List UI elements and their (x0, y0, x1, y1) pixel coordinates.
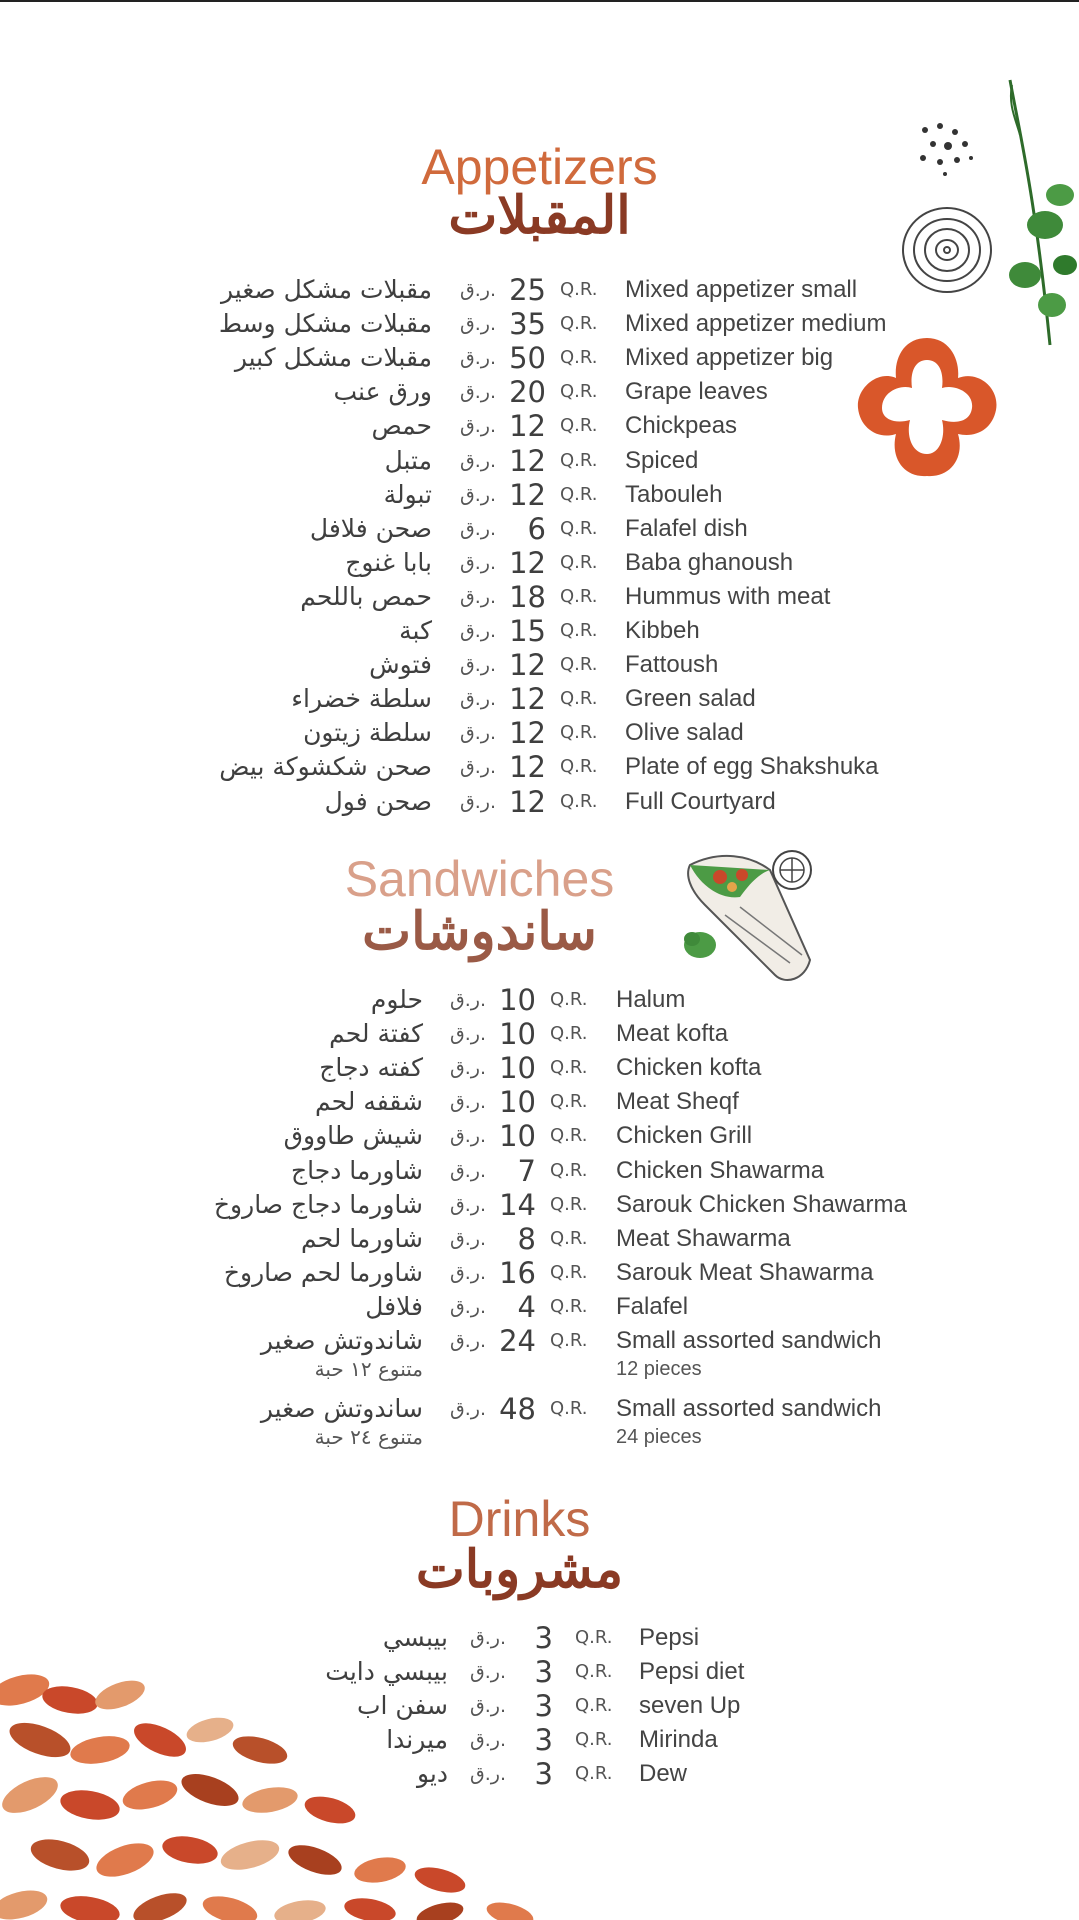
item-name-ar: شاورما دجاج صاروخ (213, 1189, 423, 1219)
sandwiches-title-en: Sandwiches (344, 851, 615, 907)
currency-en: Q.R. (550, 1295, 588, 1317)
item-name-ar: سفن اب (356, 1691, 448, 1720)
item-price: 12 (509, 648, 546, 683)
item-name-en: seven Up (639, 1692, 741, 1719)
currency-en: Q.R. (550, 1330, 588, 1351)
currency-en: Q.R. (560, 688, 598, 710)
currency-en: Q.R. (560, 585, 598, 607)
item-name-en: Falafel (616, 1292, 689, 1320)
item-name-en: Chicken Grill (616, 1122, 753, 1150)
currency-en: Q.R. (560, 279, 598, 300)
currency-en: Q.R. (550, 1159, 588, 1181)
item-name-en: Dew (639, 1760, 688, 1787)
item-name-en: Small assorted sandwich (616, 1395, 882, 1423)
currency-ar: ر.ق. (460, 654, 497, 677)
sandwiches-title-ar: ساندوشات (362, 903, 597, 961)
item-name-en: Small assorted sandwich (616, 1327, 882, 1354)
currency-en: Q.R. (560, 517, 598, 539)
item-price: 10 (499, 1051, 536, 1086)
item-name-ar: سلطة زيتون (303, 718, 432, 748)
item-price: 35 (509, 307, 546, 342)
currency-ar: ر.ق. (460, 415, 497, 438)
appetizers-title-ar: المقبلات (448, 187, 631, 245)
item-name-en: Meat Sheqf (616, 1088, 739, 1116)
menu-item-row (0, 375, 1079, 409)
item-name-ar: تبولة (383, 479, 432, 509)
menu-item-row (0, 1655, 1079, 1689)
item-name-ar: شاورما لحم صاروخ (223, 1257, 423, 1287)
item-price: 10 (499, 983, 536, 1017)
currency-ar: ر.ق. (450, 1398, 487, 1421)
currency-ar: ر.ق. (460, 585, 497, 608)
item-name-ar: شقفه لحم (315, 1087, 423, 1117)
item-name-ar: مقبلات مشكل وسط (218, 309, 432, 339)
currency-ar: ر.ق. (460, 483, 497, 506)
menu-item-row (0, 716, 1079, 750)
menu-item-row (0, 1290, 1079, 1324)
currency-ar: ر.ق. (460, 551, 497, 574)
menu-item-row (0, 478, 1079, 512)
menu-item-row (0, 1017, 1079, 1051)
item-price: 6 (527, 511, 546, 546)
currency-en: Q.R. (575, 1661, 613, 1682)
currency-ar: ر.ق. (470, 1661, 507, 1683)
menu-item-row (0, 785, 1079, 819)
menu-item-row (0, 750, 1079, 784)
item-name-ar: بابا غنوج (345, 547, 432, 577)
menu-item-row (0, 1222, 1079, 1256)
currency-en: Q.R. (575, 1695, 613, 1716)
item-price: 18 (509, 579, 546, 614)
currency-en: Q.R. (560, 483, 598, 505)
menu-item-row (0, 614, 1079, 648)
item-name-en: Meat Shawarma (616, 1224, 791, 1252)
menu-item-row (0, 1621, 1079, 1655)
menu-item-row (0, 1723, 1079, 1757)
currency-ar: ر.ق. (450, 989, 487, 1011)
currency-ar: ر.ق. (450, 1227, 487, 1250)
item-name-en: Sarouk Chicken Shawarma (616, 1190, 907, 1218)
item-name-en: Chicken kofta (616, 1054, 762, 1082)
item-price: 7 (517, 1153, 536, 1188)
item-price: 25 (509, 273, 546, 307)
currency-en: Q.R. (560, 756, 598, 778)
currency-ar: ر.ق. (460, 722, 497, 745)
currency-ar: ر.ق. (470, 1763, 507, 1785)
menu-item-row (0, 580, 1079, 614)
item-name-en: Mirinda (639, 1726, 718, 1753)
menu-item-row (0, 273, 1079, 307)
menu-item-row (0, 341, 1079, 375)
item-price: 15 (509, 614, 546, 648)
currency-en: Q.R. (560, 620, 598, 641)
item-name-ar: صحن شكشوكة بيض (219, 752, 432, 782)
item-price: 3 (534, 1757, 553, 1791)
menu-item-row (0, 1689, 1079, 1723)
menu-item-row (0, 1119, 1079, 1153)
item-name-en: Tabouleh (625, 480, 723, 508)
item-name-en: Kibbeh (625, 617, 700, 644)
item-name-ar: شاورما لحم (300, 1223, 423, 1253)
item-price: 8 (517, 1221, 536, 1256)
item-name-en: Grape leaves (625, 378, 768, 406)
currency-en: Q.R. (550, 1023, 588, 1045)
currency-ar: ر.ق. (450, 1091, 487, 1114)
item-price: 48 (499, 1392, 536, 1427)
currency-ar: ر.ق. (450, 1193, 487, 1216)
currency-en: Q.R. (575, 1627, 613, 1648)
drinks-title-ar: مشروبات (415, 1541, 624, 1599)
item-name-ar: بيبسي (382, 1623, 448, 1652)
item-price: 50 (509, 341, 546, 376)
item-name-ar: صحن فلافل (309, 513, 432, 543)
currency-ar: ر.ق. (460, 517, 497, 540)
item-price: 12 (509, 784, 546, 819)
menu-item-row (0, 1757, 1079, 1791)
currency-en: Q.R. (560, 654, 598, 676)
item-name-ar: كفتة لحم (329, 1019, 423, 1049)
currency-ar: ر.ق. (470, 1695, 507, 1717)
item-name-ar: شاندوتش صغير (260, 1326, 423, 1355)
menu-item-row (0, 1256, 1079, 1290)
top-border (0, 0, 1079, 2)
item-price: 3 (534, 1689, 553, 1723)
currency-en: Q.R. (550, 1125, 588, 1147)
menu-item-row (0, 546, 1079, 580)
item-price: 10 (499, 1119, 536, 1154)
currency-en: Q.R. (575, 1729, 613, 1750)
currency-ar: ر.ق. (460, 449, 497, 472)
item-name-ar: شاورما دجاج (290, 1155, 423, 1185)
currency-ar: ر.ق. (450, 1057, 487, 1080)
currency-en: Q.R. (560, 313, 598, 335)
currency-en: Q.R. (550, 1261, 588, 1283)
currency-ar: ر.ق. (460, 620, 497, 642)
currency-ar: ر.ق. (450, 1261, 487, 1284)
currency-en: Q.R. (560, 449, 598, 471)
currency-ar: ر.ق. (450, 1330, 487, 1352)
currency-ar: ر.ق. (460, 347, 497, 370)
menu-item-row (0, 983, 1079, 1017)
item-name-en: Baba ghanoush (625, 548, 794, 576)
currency-en: Q.R. (550, 1193, 588, 1215)
item-sub-ar: متنوع ١٢ حبة (314, 1357, 423, 1382)
item-name-ar: حمص باللحم (300, 581, 432, 611)
item-name-en: Olive salad (625, 719, 744, 747)
item-name-en: Plate of egg Shakshuka (625, 753, 879, 781)
item-name-en: Falafel dish (625, 514, 748, 542)
item-price: 3 (534, 1723, 553, 1757)
item-price: 12 (509, 545, 546, 580)
currency-ar: ر.ق. (460, 790, 497, 813)
menu-item-subrow (0, 1352, 1079, 1386)
item-name-en: Sarouk Meat Shawarma (616, 1258, 874, 1286)
item-name-ar: كفته دجاج (319, 1053, 423, 1083)
item-price: 16 (499, 1255, 536, 1290)
currency-en: Q.R. (560, 415, 598, 437)
appetizers-title-en: Appetizers (421, 139, 658, 195)
item-name-ar: شيش طاووق (283, 1121, 423, 1151)
menu-item-row (0, 1051, 1079, 1085)
item-name-en: Full Courtyard (625, 787, 776, 815)
currency-en: Q.R. (550, 1227, 588, 1249)
item-name-en: Chicken Shawarma (616, 1156, 825, 1184)
item-name-ar: مقبلات مشكل كبير (234, 343, 432, 373)
item-price: 12 (509, 443, 546, 478)
currency-ar: ر.ق. (470, 1627, 507, 1649)
item-price: 12 (509, 477, 546, 512)
item-name-ar: فلافل (365, 1291, 423, 1321)
currency-ar: ر.ق. (460, 381, 497, 404)
currency-ar: ر.ق. (460, 313, 497, 336)
item-name-ar: ميرندا (386, 1725, 448, 1754)
menu-item-row (0, 512, 1079, 546)
currency-en: Q.R. (550, 1398, 588, 1420)
item-name-en: Mixed appetizer big (625, 344, 834, 372)
currency-en: Q.R. (560, 551, 598, 573)
item-price: 10 (499, 1017, 536, 1052)
item-name-ar: سلطة خضراء (291, 684, 432, 714)
drinks-title-en: Drinks (448, 1491, 591, 1547)
currency-en: Q.R. (560, 347, 598, 369)
item-name-en: Hummus with meat (625, 582, 831, 610)
item-name-en: Meat kofta (616, 1020, 729, 1048)
menu-item-row (0, 682, 1079, 716)
menu-item-row (0, 409, 1079, 443)
item-sub-en: 24 pieces (616, 1426, 702, 1449)
currency-ar: ر.ق. (450, 1159, 487, 1182)
item-name-ar: حمص (371, 411, 432, 441)
currency-en: Q.R. (550, 1091, 588, 1113)
item-sub-en: 12 pieces (616, 1358, 702, 1381)
item-name-ar: ساندوتش صغير (260, 1394, 423, 1424)
currency-ar: ر.ق. (450, 1125, 487, 1148)
currency-ar: ر.ق. (460, 756, 497, 779)
currency-en: Q.R. (560, 381, 598, 403)
item-price: 3 (534, 1621, 553, 1655)
item-name-en: Chickpeas (625, 412, 738, 440)
item-price: 4 (517, 1289, 536, 1324)
menu-item-row (0, 1085, 1079, 1119)
item-sub-ar: متنوع ٢٤ حبة (314, 1425, 423, 1450)
item-price: 12 (509, 682, 546, 717)
item-price: 20 (509, 375, 546, 410)
menu-item-row (0, 1188, 1079, 1222)
item-price: 12 (509, 750, 546, 785)
currency-en: Q.R. (560, 722, 598, 744)
menu-item-row (0, 648, 1079, 682)
item-name-en: Spiced (625, 446, 699, 474)
item-name-ar: ديو (416, 1759, 448, 1788)
item-name-ar: متبل (384, 445, 432, 475)
item-name-en: Mixed appetizer small (625, 276, 858, 303)
item-name-en: Pepsi diet (639, 1658, 745, 1685)
item-name-ar: فتوش (369, 650, 432, 680)
item-name-ar: صحن فول (324, 786, 432, 816)
item-name-en: Mixed appetizer medium (625, 310, 887, 338)
item-name-ar: حلوم (370, 985, 423, 1014)
currency-ar: ر.ق. (460, 688, 497, 711)
menu-item-row (0, 1154, 1079, 1188)
item-name-en: Halum (616, 986, 686, 1013)
currency-ar: ر.ق. (450, 1295, 487, 1318)
item-price: 14 (499, 1187, 536, 1222)
menu-item-row (0, 307, 1079, 341)
item-name-ar: ورق عنب (333, 377, 432, 407)
currency-ar: ر.ق. (460, 279, 497, 301)
item-name-en: Fattoush (625, 651, 719, 679)
currency-en: Q.R. (550, 989, 588, 1010)
item-price: 24 (499, 1324, 536, 1358)
menu-item-subrow (0, 1420, 1079, 1454)
item-price: 10 (499, 1085, 536, 1120)
item-price: 12 (509, 716, 546, 751)
item-name-ar: مقبلات مشكل صغير (221, 275, 432, 304)
currency-ar: ر.ق. (470, 1729, 507, 1751)
item-name-ar: كبة (399, 616, 432, 645)
item-price: 3 (534, 1655, 553, 1689)
item-name-en: Pepsi (639, 1624, 700, 1651)
item-price: 12 (509, 409, 546, 444)
currency-ar: ر.ق. (450, 1023, 487, 1046)
item-name-en: Green salad (625, 685, 756, 713)
menu-item-row (0, 444, 1079, 478)
currency-en: Q.R. (575, 1763, 613, 1784)
currency-en: Q.R. (550, 1057, 588, 1079)
currency-en: Q.R. (560, 790, 598, 812)
item-name-ar: بيبسي دايت (325, 1657, 448, 1686)
